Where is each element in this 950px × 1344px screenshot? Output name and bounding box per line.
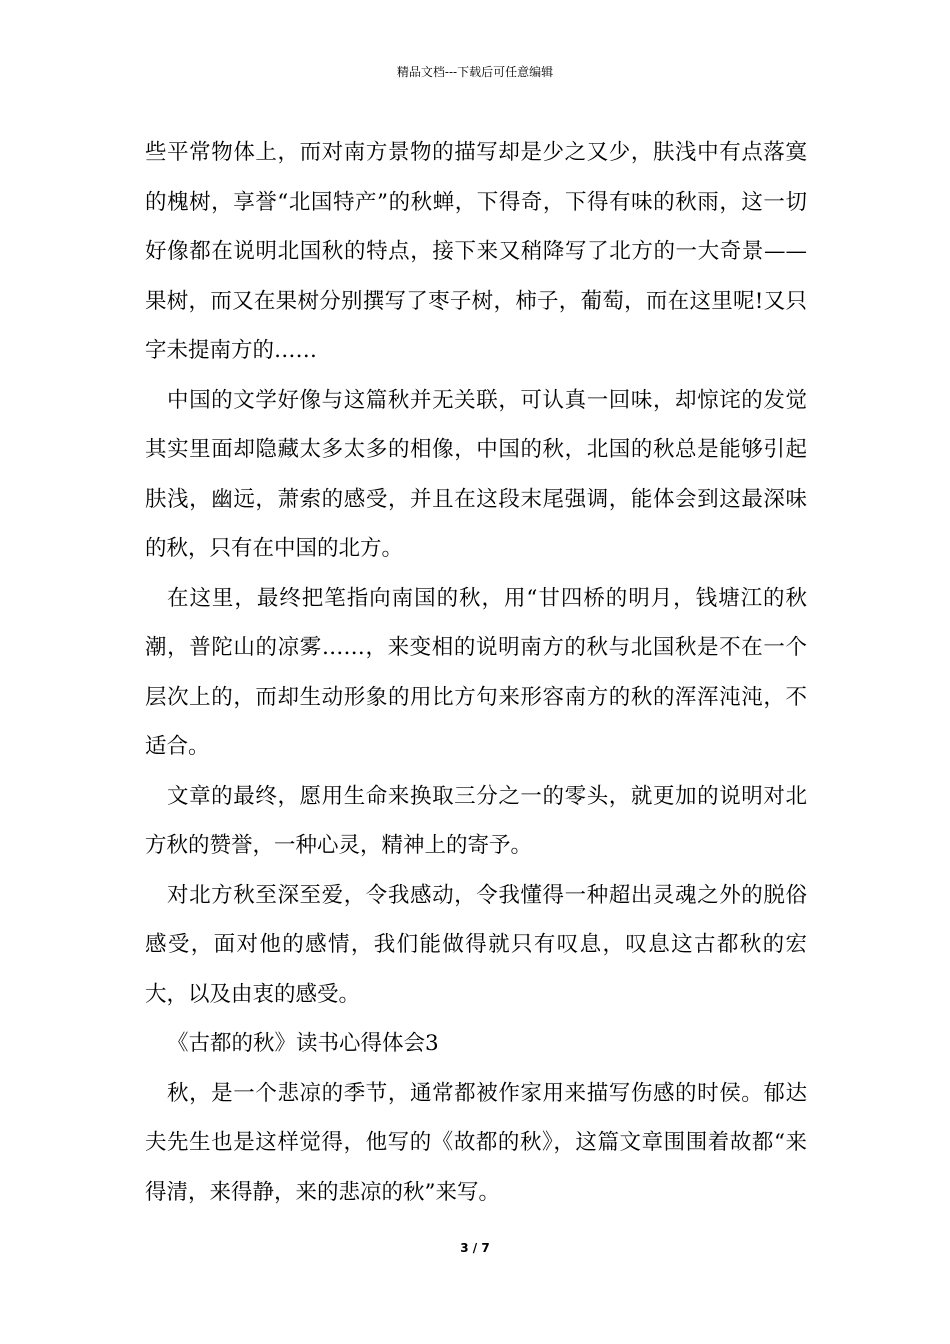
paragraph: 中国的文学好像与这篇秋并无关联，可认真一回味，却惊诧的发觉其实里面却隐藏太多太多的相像，中国的秋，北国的秋总是能够引起肤浅，幽远，萧索的感受，并且在这段末尾强调，能体会到这最深味的秋，只有在中国的北方。 [145,387,807,561]
paragraph-continuation: 些平常物体上，而对南方景物的描写却是少之又少，肤浅中有点落寞的槐树，享誉“北国特产”的秋蝉，下得奇，下得有味的秋雨，这一切好像都在说明北国秋的特点，接下来又稍降写了北方的一大奇景——果树，而又在果树分别撰写了枣子树，柿子，葡萄，而在这里呢!又只字未提南方的…… [145,140,807,363]
paragraph: 秋，是一个悲凉的季节，通常都被作家用来描写伤感的时侯。郁达夫先生也是这样觉得，他写的《故都的秋》，这篇文章围围着故都“来得清，来得静，来的悲凉的秋”来写。 [145,1080,807,1205]
paragraph: 对北方秋至深至爱，令我感动，令我懂得一种超出灵魂之外的脱俗感受，面对他的感情，我们能做得就只有叹息，叹息这古都秋的宏大，以及由衷的感受。 [145,882,807,1007]
page-number: 3 / 7 [460,1241,490,1255]
paragraph: 在这里，最终把笔指向南国的秋，用“甘四桥的明月，钱塘江的秋潮，普陀山的凉雾……，来变相的说明南方的秋与北国秋是不在一个层次上的，而却生动形象的用比方句来形容南方的秋的浑浑沌沌，不适合。 [145,585,807,759]
section-heading: 《古都的秋》读书心得体会3 [167,1031,439,1056]
paragraph: 文章的最终，愿用生命来换取三分之一的零头，就更加的说明对北方秋的赞誉，一种心灵，精神上的寄予。 [145,783,807,858]
page-header: 精品文档---下载后可任意编辑 [396,65,554,79]
document-body [145,128,807,1217]
